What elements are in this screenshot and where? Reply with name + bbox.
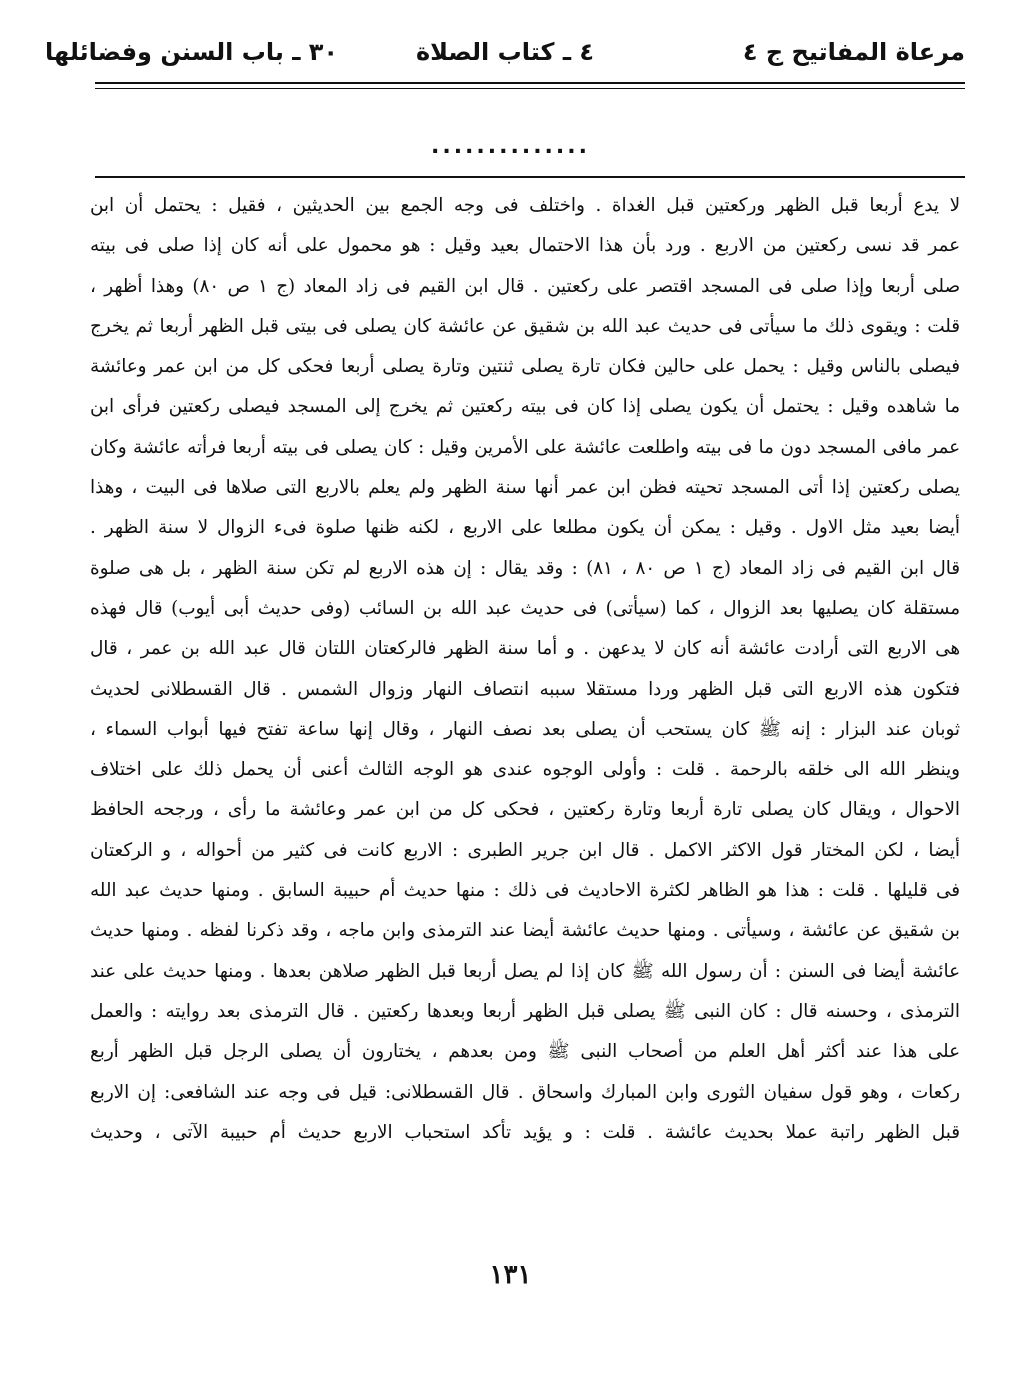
text-line: ما شاهده وقيل : يحتمل أن يكون يصلى إذا كان فى بيته ركعتين ثم يخرج إلى المسجد فيصلى ركعتين فرأى ابن [90, 396, 960, 418]
text-line: أيضا ، لكن المختار قول الاكثر الاكمل . قال ابن جرير الطبرى : الاربع كانت فى كثير من أحواله ، و الركعتان [90, 839, 960, 861]
header-rule [95, 82, 965, 89]
text-line: ركعات ، وهو قول سفيان الثورى وابن المبارك واسحاق . قال القسطلانى: قيل فى وجه عند الشافعى: إن الاربع [90, 1081, 960, 1103]
commentary-body [90, 186, 960, 1153]
text-line: الترمذى ، وحسنه قال : كان النبى ﷺ يصلى قبل الظهر أربعا وبعدها ركعتين . قال الترمذى بعد روايته : والعمل [90, 1000, 960, 1022]
text-line: قلت : ويقوى ذلك ما سيأتى فى حديث عبد الله بن شقيق عن عائشة كان يصلى فى بيتى قبل الظهر أربعا ثم يخرج [90, 315, 960, 337]
commentary-rule [95, 176, 965, 178]
text-line: عمر مافى المسجد دون ما فى بيته واطلعت عائشة على الأمرين وقيل : كان يصلى فى بيته أربعا فرأته عائشة وكان [90, 436, 960, 458]
text-line: قال ابن القيم فى زاد المعاد (ج ١ ص ٨٠ ، ٨١) : وقد يقال : إن هذه الاربع لم تكن سنة الظهر ، بل هى صلوة [90, 557, 960, 579]
text-line: بن شقيق عن عائشة ، وسيأتى . ومنها حديث عائشة أيضا عند الترمذى وابن ماجه ، وقد ذكرنا لفظه . ومنها حديث [90, 920, 960, 942]
chapter-title: ٤ ـ كتاب الصلاة [415, 38, 595, 66]
text-line: فتكون هذه الاربع التى قبل الظهر وردا مستقلا سببه انتصاف النهار وزوال الشمس . قال القسطلانى لحديث [90, 678, 960, 700]
separator-dots: .............. [430, 134, 590, 159]
text-line: صلى أربعا وإذا صلى فى المسجد اقتصر على ركعتين . قال ابن القيم فى زاد المعاد (ج ١ ص ٨٠) وهذا أظهر ، [90, 275, 960, 297]
text-line: وينظر الله الى خلقه بالرحمة . قلت : وأولى الوجوه عندى هو الوجه الثالث أعنى أن يحمل ذلك على اختلاف [90, 759, 960, 781]
text-line: فى قليلها . قلت : هذا هو الظاهر لكثرة الاحاديث فى ذلك : منها حديث أم حبيبة السابق . ومنها حديث عبد الله [90, 880, 960, 902]
text-line: الاحوال ، ويقال كان يصلى تارة أربعا وتارة ركعتين ، فحكى كل من ابن عمر وعائشة ما رأى ، ورجحه الحافظ [90, 799, 960, 821]
page-header [45, 28, 965, 78]
page-number: ١٣١ [489, 1260, 532, 1290]
text-line: مستقلة كان يصليها بعد الزوال ، كما (سيأتى) فى حديث عبد الله بن السائب (وفى حديث أبى أيوب) قال فهذه [90, 597, 960, 619]
book-title: مرعاة المفاتيح ج ٤ [742, 38, 965, 66]
text-line: قبل الظهر راتبة عملا بحديث عائشة . قلت : و يؤيد تأكد استحباب الاربع حديث أم حبيبة الآتى ، وحديث [90, 1121, 960, 1143]
text-line: على هذا عند أكثر أهل العلم من أصحاب النبى ﷺ ومن بعدهم ، يختارون أن يصلى الرجل قبل الظهر أربع [90, 1041, 960, 1063]
text-line: يصلى ركعتين إذا أتى المسجد تحيته فظن ابن عمر أنها سنة الظهر ولم يعلم بالاربع التى صلاها فى البيت ، وهذا [90, 477, 960, 499]
text-line: لا يدع أربعا قبل الظهر وركعتين قبل الغداة . واختلف فى وجه الجمع بين الحديثين ، فقيل : يحتمل أن ابن [90, 195, 960, 216]
text-line: عائشة أيضا فى السنن : أن رسول الله ﷺ كان إذا لم يصل أربعا قبل الظهر صلاهن بعدها . ومنها حديث على عند [90, 960, 960, 982]
text-line: فيصلى بالناس وقيل : يحمل على حالين فكان تارة يصلى ثنتين وتارة يصلى أربعا فحكى كل من ابن عمر وعائشة [90, 356, 960, 378]
text-line: هى الاربع التى أرادت عائشة أنه كان لا يدعهن . و أما سنة الظهر فالركعتان اللتان قال عبد الله بن عمر ، قال [90, 638, 960, 660]
text-line: عمر قد نسى ركعتين من الاربع . ورد بأن هذا الاحتمال بعيد وقيل : هو محمول على أنه كان إذا صلى فى بيته [90, 235, 960, 257]
text-line: ثوبان عند البزار : إنه ﷺ كان يستحب أن يصلى بعد نصف النهار ، وقال إنها ساعة تفتح فيها أبواب السماء ، [90, 718, 960, 740]
text-line: أيضا بعيد مثل الاول . وقيل : يمكن أن يكون مطلعا على الاربع ، لكنه ظنها صلوة فىء الزوال لا سنة الظهر . [90, 517, 960, 539]
section-title: ٣٠ ـ باب السنن وفضائلها [45, 38, 339, 66]
